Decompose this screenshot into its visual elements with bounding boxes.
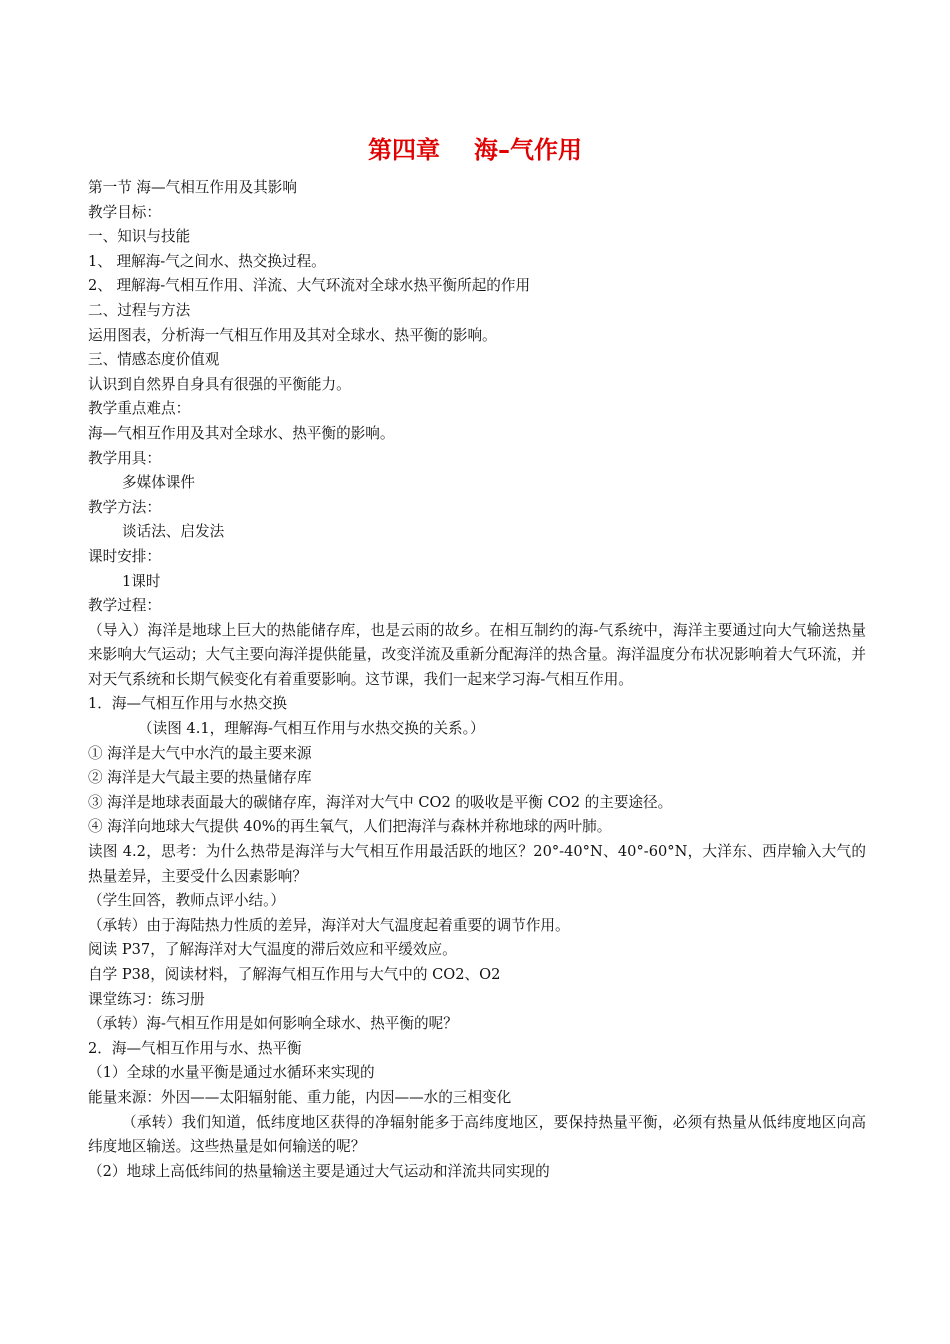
section2-sub2: （2）地球上高低纬间的热量输送主要是通过大气运动和洋流共同实现的	[88, 1162, 550, 1180]
objective-item-1: 1、 理解海-气之间水、热交换过程。	[88, 252, 326, 270]
schedule-text: 1课时	[122, 572, 161, 590]
section1-after: 自学 P38，阅读材料，了解海气相互作用与大气中的 CO2、O2	[88, 966, 501, 983]
objective-text-2: 运用图表，分析海一气相互作用及其对全球水、热平衡的影响。	[88, 326, 497, 344]
section1-after: （承转）海-气相互作用是如何影响全球水、热平衡的呢？	[88, 1015, 458, 1033]
section1-after: （承转）由于海陆热力性质的差异，海洋对大气温度起着重要的调节作用。	[88, 916, 570, 934]
label-objectives: 教学目标：	[88, 203, 161, 221]
section1-after: 课堂练习：练习册	[88, 990, 205, 1008]
section1-question: 读图 4.2，思考：为什么热带是海洋与大气相互作用最活跃的地区？20°-40°N、40°-60°N，大洋东、西岸输入大气的热量差异，主要受什么因素影响？	[88, 843, 866, 885]
chapter-number: 第四章	[368, 136, 440, 164]
tools-text: 多媒体课件	[122, 474, 195, 492]
section1-read-figure: （读图 4.1，理解海-气相互作用与水热交换的关系。）	[138, 720, 485, 738]
methods-text: 谈话法、启发法	[122, 523, 225, 541]
key-points-text: 海—气相互作用及其对全球水、热平衡的影响。	[88, 424, 395, 442]
objective-heading-1: 一、知识与技能	[88, 228, 191, 246]
section1-after: （学生回答，教师点评小结。）	[88, 892, 286, 910]
label-process: 教学过程：	[88, 597, 161, 615]
section1-after: 阅读 P37，了解海洋对大气温度的滞后效应和平缓效应。	[88, 941, 457, 959]
intro-paragraph: （导入）海洋是地球上巨大的热能储存库，也是云雨的故乡。在相互制约的海-气系统中，海洋主要通过向大气输送热量来影响大气运动；大气主要向海洋提供能量，改变洋流及重新分配海洋的热含量。海洋温度分布状况影响着大气环流，并对天气系统和长期气候变化有着重要影响。这节课，我们一起来学习海-气相互作用。	[88, 621, 866, 688]
section2-sub1: （1）全球的水量平衡是通过水循环来实现的	[88, 1064, 375, 1082]
section1-heading: 1．海—气相互作用与水热交换	[88, 695, 288, 713]
chapter-name: 海–气作用	[474, 136, 582, 164]
chapter-title	[0, 130, 950, 165]
objective-item-2: 2、 理解海-气相互作用、洋流、大气环流对全球水热平衡所起的作用	[88, 277, 531, 295]
section2-heading: 2．海—气相互作用与水、热平衡	[88, 1039, 302, 1057]
label-schedule: 课时安排：	[88, 547, 161, 565]
document-body	[88, 176, 866, 1184]
label-methods: 教学方法：	[88, 498, 161, 516]
objective-text-3: 认识到自然界自身具有很强的平衡能力。	[88, 375, 351, 393]
section1-item: ③ 海洋是地球表面最大的碳储存库，海洋对大气中 CO2 的吸收是平衡 CO2 的主要途径。	[88, 793, 673, 811]
section1-item: ④ 海洋向地球大气提供 40%的再生氧气，人们把海洋与森林并称地球的两叶肺。	[88, 818, 612, 836]
section1-item: ① 海洋是大气中水汽的最主要来源	[88, 744, 312, 762]
section2-energy: 能量来源：外因——太阳辐射能、重力能，内因——水的三相变化	[88, 1088, 512, 1106]
section2-transition: （承转）我们知道，低纬度地区获得的净辐射能多于高纬度地区，要保持热量平衡，必须有热量从低纬度地区向高纬度地区输送。这些热量是如何输送的呢？	[88, 1113, 866, 1156]
section1-item: ② 海洋是大气最主要的热量储存库	[88, 769, 312, 787]
objective-heading-2: 二、过程与方法	[88, 301, 191, 319]
label-tools: 教学用具：	[88, 449, 161, 467]
label-key-points: 教学重点难点：	[88, 400, 191, 418]
section-heading: 第一节 海—气相互作用及其影响	[88, 179, 297, 196]
objective-heading-3: 三、情感态度价值观	[88, 351, 220, 369]
